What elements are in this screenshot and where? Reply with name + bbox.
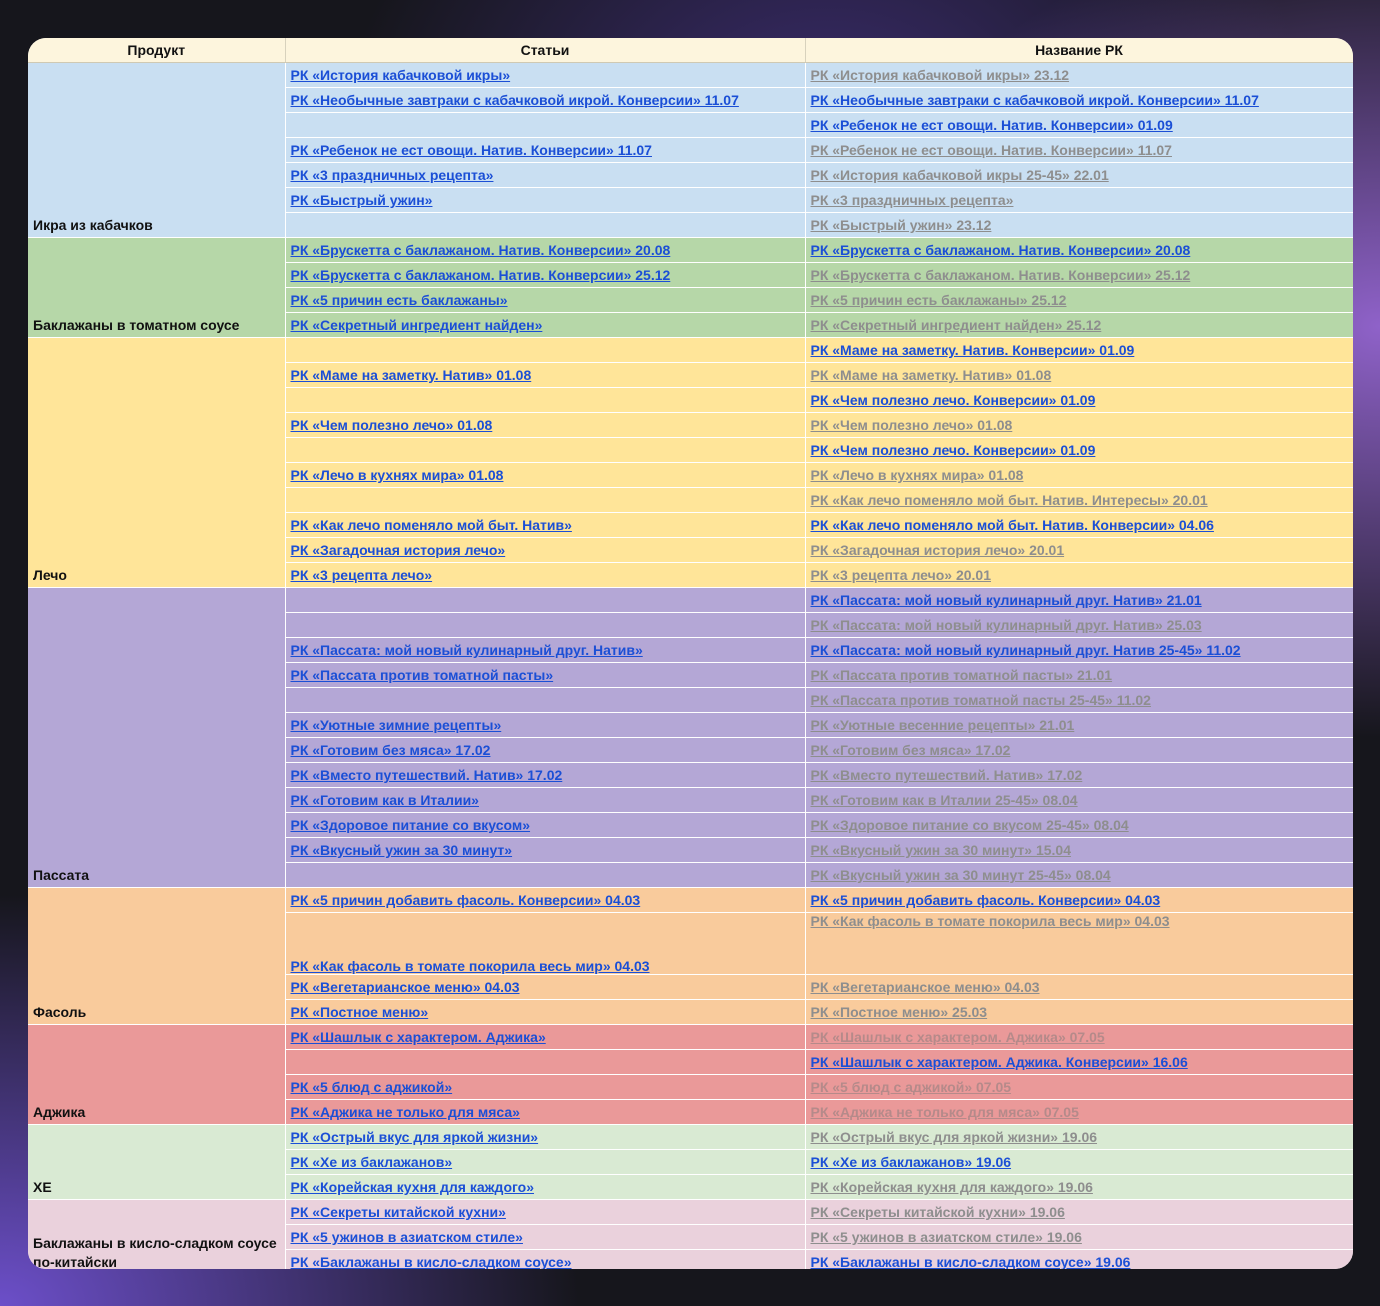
product-cell: Пассата	[28, 588, 285, 888]
campaign-link-inactive[interactable]: РК «История кабачковой икры» 23.12	[810, 67, 1070, 83]
campaign-cell	[805, 788, 1353, 813]
campaign-cell	[805, 1150, 1353, 1175]
article-link[interactable]: РК «Ребенок не ест овощи. Натив. Конверсии» 11.07	[290, 142, 652, 158]
table-row	[28, 63, 1353, 88]
campaign-link-inactive[interactable]: РК «Уютные весенние рецепты» 21.01	[810, 717, 1075, 733]
article-cell	[285, 1200, 805, 1225]
article-cell	[285, 438, 805, 463]
campaign-cell	[805, 338, 1353, 363]
campaign-cell	[805, 363, 1353, 388]
article-cell	[285, 563, 805, 588]
article-cell	[285, 738, 805, 763]
campaign-cell	[805, 913, 1353, 975]
article-cell	[285, 263, 805, 288]
campaign-link-active[interactable]: РК «Необычные завтраки с кабачковой икрой. Конверсии» 11.07	[810, 92, 1259, 108]
header-articles: Статьи	[285, 38, 805, 63]
table-body	[28, 63, 1353, 1270]
table-row	[28, 588, 1353, 613]
article-link[interactable]: РК «Как лечо поменяло мой быт. Натив»	[290, 517, 572, 533]
header-campaign-name: Название РК	[805, 38, 1353, 63]
product-cell: Фасоль	[28, 888, 285, 1025]
campaign-cell	[805, 1025, 1353, 1050]
article-link[interactable]: РК «Готовим как в Италии»	[290, 792, 479, 808]
article-link[interactable]: РК «Маме на заметку. Натив» 01.08	[290, 367, 532, 383]
article-cell	[285, 1025, 805, 1050]
article-cell	[285, 663, 805, 688]
article-link[interactable]: РК «Быстрый ужин»	[290, 192, 433, 208]
campaign-link-active[interactable]: РК «5 причин добавить фасоль. Конверсии» 04.03	[810, 892, 1161, 908]
campaign-link-active[interactable]: РК «Чем полезно лечо. Конверсии» 01.09	[810, 392, 1096, 408]
article-cell	[285, 463, 805, 488]
campaign-cell	[805, 663, 1353, 688]
campaign-cell	[805, 63, 1353, 88]
campaign-link-inactive[interactable]: РК «Вегетарианское меню» 04.03	[810, 979, 1040, 995]
campaign-cell	[805, 188, 1353, 213]
campaign-link-inactive[interactable]: РК «Пассата: мой новый кулинарный друг. Натив» 25.03	[810, 617, 1202, 633]
article-cell	[285, 188, 805, 213]
article-cell	[285, 1100, 805, 1125]
campaign-link-inactive[interactable]: РК «5 причин есть баклажаны» 25.12	[810, 292, 1067, 308]
article-link[interactable]: РК «Пассата: мой новый кулинарный друг. Натив»	[290, 642, 643, 658]
campaign-cell	[805, 213, 1353, 238]
campaign-cell	[805, 1175, 1353, 1200]
campaign-link-inactive[interactable]: РК «Шашлык с характером. Аджика» 07.05	[810, 1029, 1105, 1045]
campaign-cell	[805, 688, 1353, 713]
campaign-cell	[805, 888, 1353, 913]
campaign-cell	[805, 613, 1353, 638]
article-cell	[285, 313, 805, 338]
article-link[interactable]: РК «Как фасоль в томате покорила весь мир» 04.03	[290, 958, 650, 974]
article-cell	[285, 488, 805, 513]
article-cell	[285, 788, 805, 813]
campaign-table	[28, 38, 1353, 1269]
article-link[interactable]: РК «5 блюд с аджикой»	[290, 1079, 453, 1095]
campaign-cell	[805, 413, 1353, 438]
article-cell	[285, 338, 805, 363]
article-link[interactable]: РК «Хе из баклажанов»	[290, 1154, 453, 1170]
campaign-link-inactive[interactable]: РК «Вместо путешествий. Натив» 17.02	[810, 767, 1083, 783]
campaign-link-active[interactable]: РК «Брускетта с баклажаном. Натив. Конверсии» 20.08	[810, 242, 1191, 258]
article-cell	[285, 763, 805, 788]
campaign-link-inactive[interactable]: РК «3 праздничных рецепта»	[810, 192, 1014, 208]
article-link[interactable]: РК «Здоровое питание со вкусом»	[290, 817, 531, 833]
header-product: Продукт	[28, 38, 285, 63]
article-link[interactable]: РК «История кабачковой икры»	[290, 67, 511, 83]
article-link[interactable]: РК «Лечо в кухнях мира» 01.08	[290, 467, 504, 483]
article-cell	[285, 863, 805, 888]
article-cell	[285, 1075, 805, 1100]
campaign-link-inactive[interactable]: РК «5 блюд с аджикой» 07.05	[810, 1079, 1012, 1095]
article-link[interactable]: РК «Уютные зимние рецепты»	[290, 717, 502, 733]
campaign-link-inactive[interactable]: РК «Ребенок не ест овощи. Натив. Конверсии» 11.07	[810, 142, 1172, 158]
campaign-cell	[805, 88, 1353, 113]
article-link[interactable]: РК «Загадочная история лечо»	[290, 542, 506, 558]
article-link[interactable]: РК «Готовим без мяса» 17.02	[290, 742, 491, 758]
article-cell	[285, 888, 805, 913]
article-link[interactable]: РК «Необычные завтраки с кабачковой икрой. Конверсии» 11.07	[290, 92, 739, 108]
campaign-cell	[805, 738, 1353, 763]
article-cell	[285, 513, 805, 538]
article-link[interactable]: РК «Баклажаны в кисло-сладком соусе»	[290, 1254, 572, 1269]
campaign-link-inactive[interactable]: РК «Секретный ингредиент найден» 25.12	[810, 317, 1102, 333]
campaign-link-active[interactable]: РК «Хе из баклажанов» 19.06	[810, 1154, 1012, 1170]
campaign-link-inactive[interactable]: РК «Лечо в кухнях мира» 01.08	[810, 467, 1024, 483]
campaign-link-inactive[interactable]: РК «Корейская кухня для каждого» 19.06	[810, 1179, 1093, 1195]
product-cell: Аджика	[28, 1025, 285, 1125]
article-cell	[285, 1175, 805, 1200]
article-link[interactable]: РК «Шашлык с характером. Аджика»	[290, 1029, 546, 1045]
article-link[interactable]: РК «3 рецепта лечо»	[290, 567, 433, 583]
article-cell	[285, 975, 805, 1000]
campaign-cell	[805, 1050, 1353, 1075]
article-link[interactable]: РК «5 ужинов в азиатском стиле»	[290, 1229, 523, 1245]
campaign-cell	[805, 138, 1353, 163]
campaign-cell	[805, 288, 1353, 313]
article-cell	[285, 613, 805, 638]
article-link[interactable]: РК «Брускетта с баклажаном. Натив. Конверсии» 25.12	[290, 267, 671, 283]
spreadsheet-card	[28, 38, 1353, 1269]
campaign-link-active[interactable]: РК «Шашлык с характером. Аджика. Конверсии» 16.06	[810, 1054, 1188, 1070]
campaign-link-inactive[interactable]: РК «Острый вкус для яркой жизни» 19.06	[810, 1129, 1098, 1145]
campaign-cell	[805, 863, 1353, 888]
campaign-link-active[interactable]: РК «Пассата: мой новый кулинарный друг. Натив» 21.01	[810, 592, 1202, 608]
article-link[interactable]: РК «Вместо путешествий. Натив» 17.02	[290, 767, 563, 783]
campaign-link-active[interactable]: РК «Чем полезно лечо. Конверсии» 01.09	[810, 442, 1096, 458]
campaign-cell	[805, 813, 1353, 838]
article-cell	[285, 88, 805, 113]
article-cell	[285, 1250, 805, 1270]
product-cell: Лечо	[28, 338, 285, 588]
campaign-link-inactive[interactable]: РК «Аджика не только для мяса» 07.05	[810, 1104, 1079, 1120]
article-link[interactable]: РК «3 праздничных рецепта»	[290, 167, 494, 183]
article-cell	[285, 638, 805, 663]
campaign-link-inactive[interactable]: РК «Вкусный ужин за 30 минут» 15.04	[810, 842, 1071, 858]
article-cell	[285, 138, 805, 163]
table-row	[28, 238, 1353, 263]
campaign-link-inactive[interactable]: РК «Готовим без мяса» 17.02	[810, 742, 1011, 758]
campaign-link-inactive[interactable]: РК «Как фасоль в томате покорила весь мир» 04.03	[810, 913, 1170, 929]
campaign-link-inactive[interactable]: РК «История кабачковой икры 25-45» 22.01	[810, 167, 1109, 183]
campaign-cell	[805, 438, 1353, 463]
table-row	[28, 1025, 1353, 1050]
article-cell	[285, 163, 805, 188]
campaign-link-active[interactable]: РК «Баклажаны в кисло-сладком соусе» 19.06	[810, 1254, 1131, 1269]
article-cell	[285, 713, 805, 738]
campaign-cell	[805, 163, 1353, 188]
campaign-cell	[805, 1000, 1353, 1025]
campaign-cell	[805, 1250, 1353, 1270]
campaign-link-inactive[interactable]: РК «Маме на заметку. Натив» 01.08	[810, 367, 1052, 383]
table-row	[28, 888, 1353, 913]
campaign-cell	[805, 113, 1353, 138]
campaign-link-inactive[interactable]: РК «Пассата против томатной пасты» 21.01	[810, 667, 1113, 683]
campaign-cell	[805, 563, 1353, 588]
campaign-cell	[805, 713, 1353, 738]
campaign-link-inactive[interactable]: РК «Быстрый ужин» 23.12	[810, 217, 992, 233]
campaign-cell	[805, 1125, 1353, 1150]
campaign-link-inactive[interactable]: РК «Как лечо поменяло мой быт. Натив. Интересы» 20.01	[810, 492, 1208, 508]
article-cell	[285, 238, 805, 263]
campaign-cell	[805, 488, 1353, 513]
article-cell	[285, 213, 805, 238]
campaign-link-inactive[interactable]: РК «Брускетта с баклажаном. Натив. Конверсии» 25.12	[810, 267, 1191, 283]
campaign-cell	[805, 388, 1353, 413]
article-link[interactable]: РК «Брускетта с баклажаном. Натив. Конверсии» 20.08	[290, 242, 671, 258]
article-cell	[285, 1000, 805, 1025]
campaign-link-active[interactable]: РК «Пассата: мой новый кулинарный друг. Натив 25-45» 11.02	[810, 642, 1241, 658]
header-row	[28, 38, 1353, 63]
campaign-cell	[805, 638, 1353, 663]
campaign-cell	[805, 763, 1353, 788]
campaign-link-active[interactable]: РК «Маме на заметку. Натив. Конверсии» 01.09	[810, 342, 1135, 358]
campaign-cell	[805, 463, 1353, 488]
article-link[interactable]: РК «Острый вкус для яркой жизни»	[290, 1129, 539, 1145]
article-cell	[285, 113, 805, 138]
article-cell	[285, 1125, 805, 1150]
product-cell: Баклажаны в кисло-сладком соусе по-китайски	[28, 1200, 285, 1270]
campaign-link-inactive[interactable]: РК «Секреты китайской кухни» 19.06	[810, 1204, 1065, 1220]
campaign-cell	[805, 238, 1353, 263]
campaign-link-inactive[interactable]: РК «Вкусный ужин за 30 минут 25-45» 08.04	[810, 867, 1111, 883]
campaign-cell	[805, 1200, 1353, 1225]
article-cell	[285, 63, 805, 88]
article-cell	[285, 1150, 805, 1175]
article-cell	[285, 388, 805, 413]
article-cell	[285, 413, 805, 438]
campaign-link-inactive[interactable]: РК «5 ужинов в азиатском стиле» 19.06	[810, 1229, 1082, 1245]
article-cell	[285, 288, 805, 313]
article-cell	[285, 588, 805, 613]
article-link[interactable]: РК «Секреты китайской кухни»	[290, 1204, 506, 1220]
article-cell	[285, 813, 805, 838]
article-link[interactable]: РК «Аджика не только для мяса»	[290, 1104, 520, 1120]
article-cell	[285, 1225, 805, 1250]
article-link[interactable]: РК «Чем полезно лечо» 01.08	[290, 417, 493, 433]
product-cell: Баклажаны в томатном соусе	[28, 238, 285, 338]
campaign-link-inactive[interactable]: РК «Загадочная история лечо» 20.01	[810, 542, 1065, 558]
article-cell	[285, 1050, 805, 1075]
campaign-link-inactive[interactable]: РК «3 рецепта лечо» 20.01	[810, 567, 991, 583]
campaign-link-inactive[interactable]: РК «Здоровое питание со вкусом 25-45» 08.04	[810, 817, 1129, 833]
campaign-cell	[805, 538, 1353, 563]
article-cell	[285, 688, 805, 713]
article-cell	[285, 363, 805, 388]
campaign-cell	[805, 1225, 1353, 1250]
article-cell	[285, 538, 805, 563]
product-cell: ХЕ	[28, 1125, 285, 1200]
table-row	[28, 1200, 1353, 1225]
product-cell: Икра из кабачков	[28, 63, 285, 238]
campaign-link-inactive[interactable]: РК «Постное меню» 25.03	[810, 1004, 988, 1020]
campaign-cell	[805, 313, 1353, 338]
campaign-cell	[805, 588, 1353, 613]
campaign-link-active[interactable]: РК «Как лечо поменяло мой быт. Натив. Конверсии» 04.06	[810, 517, 1214, 533]
campaign-cell	[805, 1100, 1353, 1125]
article-link[interactable]: РК «Пассата против томатной пасты»	[290, 667, 554, 683]
campaign-link-inactive[interactable]: РК «Пассата против томатной пасты 25-45» 11.02	[810, 692, 1151, 708]
campaign-link-inactive[interactable]: РК «Чем полезно лечо» 01.08	[810, 417, 1013, 433]
article-link[interactable]: РК «Постное меню»	[290, 1004, 429, 1020]
table-row	[28, 338, 1353, 363]
campaign-link-active[interactable]: РК «Ребенок не ест овощи. Натив. Конверсии» 01.09	[810, 117, 1173, 133]
campaign-cell	[805, 1075, 1353, 1100]
article-cell	[285, 838, 805, 863]
table-row	[28, 1125, 1353, 1150]
campaign-cell	[805, 838, 1353, 863]
campaign-link-inactive[interactable]: РК «Готовим как в Италии 25-45» 08.04	[810, 792, 1078, 808]
article-link[interactable]: РК «Вегетарианское меню» 04.03	[290, 979, 520, 995]
article-link[interactable]: РК «Секретный ингредиент найден»	[290, 317, 543, 333]
article-link[interactable]: РК «5 причин добавить фасоль. Конверсии» 04.03	[290, 892, 641, 908]
article-link[interactable]: РК «Вкусный ужин за 30 минут»	[290, 842, 513, 858]
article-cell	[285, 913, 805, 975]
article-link[interactable]: РК «5 причин есть баклажаны»	[290, 292, 508, 308]
campaign-cell	[805, 975, 1353, 1000]
campaign-cell	[805, 263, 1353, 288]
article-link[interactable]: РК «Корейская кухня для каждого»	[290, 1179, 534, 1195]
campaign-cell	[805, 513, 1353, 538]
